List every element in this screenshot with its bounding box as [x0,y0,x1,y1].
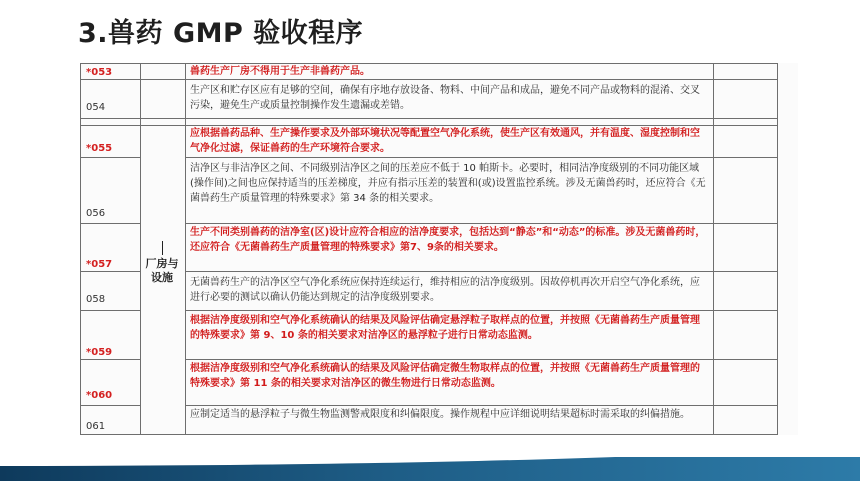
category-marker [162,241,163,255]
gmp-requirements-table [80,63,798,435]
row-divider [80,271,140,272]
row-divider [80,359,140,360]
row-divider [80,405,140,406]
row-code: 058 [86,294,106,305]
row-divider [80,157,140,158]
row-requirement-text: 根据洁净度级别和空气净化系统确认的结果及风险评估确定微生物取样点的位置，并按照《无菌兽药生产质量管理的特殊要求》第 11 条的相关要求对洁净区的微生物进行日常动态监测。 [190,363,700,389]
row-code: *059 [86,347,113,358]
row-divider [80,310,140,311]
category-text: 厂房与设施 [145,257,179,284]
row-divider [185,310,777,311]
row-requirement-text: 应根据兽药品种、生产操作要求及外部环境状况等配置空气净化系统，使生产区有效通风，并有温度、湿度控制和空气净化过滤，保证兽药的生产环境符合要求。 [190,128,700,154]
table-divider-extra [777,63,778,435]
row-code: 061 [86,421,106,432]
row-requirement-text: 兽药生产厂房不得用于生产非兽药产品。 [190,66,370,77]
table-border-bottom [80,434,777,435]
row-code: 056 [86,208,106,219]
slide-title: 3.兽药 GMP 验收程序 [78,18,364,49]
row-code: *055 [86,143,113,154]
row-code: 054 [86,102,106,113]
row-requirement-text: 应制定适当的悬浮粒子与微生物监测警戒限度和纠偏限度。操作规程中应详细说明结果超标时需采取的纠偏措施。 [190,409,690,420]
row-divider [185,223,777,224]
row-divider [80,118,777,119]
row-requirement-text: 生产区和贮存区应有足够的空间，确保有序地存放设备、物料、中间产品和成品，避免不同产品或物料的混淆、交叉污染，避免生产或质量控制操作发生遗漏或差错。 [190,85,700,111]
row-requirement-text: 生产不同类别兽药的洁净室(区)设计应符合相应的洁净度要求，包括达到“静态”和“动态”的标准。涉及无菌兽药时，还应符合《无菌兽药生产质量管理的特殊要求》第7、9条的相关要求。 [190,227,706,253]
row-code: *053 [86,67,113,78]
row-divider [185,271,777,272]
row-divider [185,359,777,360]
row-code: *060 [86,390,113,401]
category-label [142,241,182,285]
row-requirement-text: 无菌兽药生产的洁净区空气净化系统应保持连续运行，维持相应的洁净度级别。因故停机再次开启空气净化系统，应进行必要的测试以确认仍能达到规定的洁净度级别要求。 [190,277,700,303]
row-requirement-text: 洁净区与非洁净区之间、不同级别洁净区之间的压差应不低于 10 帕斯卡。必要时，相同洁净度级别的不同功能区域(操作间)之间也应保持适当的压差梯度，并应有指示压差的装置和(或)设置监控系统。涉及无菌兽药时，还应符合《无菌兽药生产质量管理的特殊要求》第 34 条的相关要求。 [190,163,706,204]
row-divider [80,223,140,224]
row-divider [185,405,777,406]
row-divider [80,79,777,80]
row-requirement-text: 根据洁净度级别和空气净化系统确认的结果及风险评估确定悬浮粒子取样点的位置，并按照《无菌兽药生产质量管理的特殊要求》第 9、10 条的相关要求对洁净区的悬浮粒子进行日常动态监测。 [190,315,700,341]
row-divider [185,157,777,158]
row-code: *057 [86,259,113,270]
